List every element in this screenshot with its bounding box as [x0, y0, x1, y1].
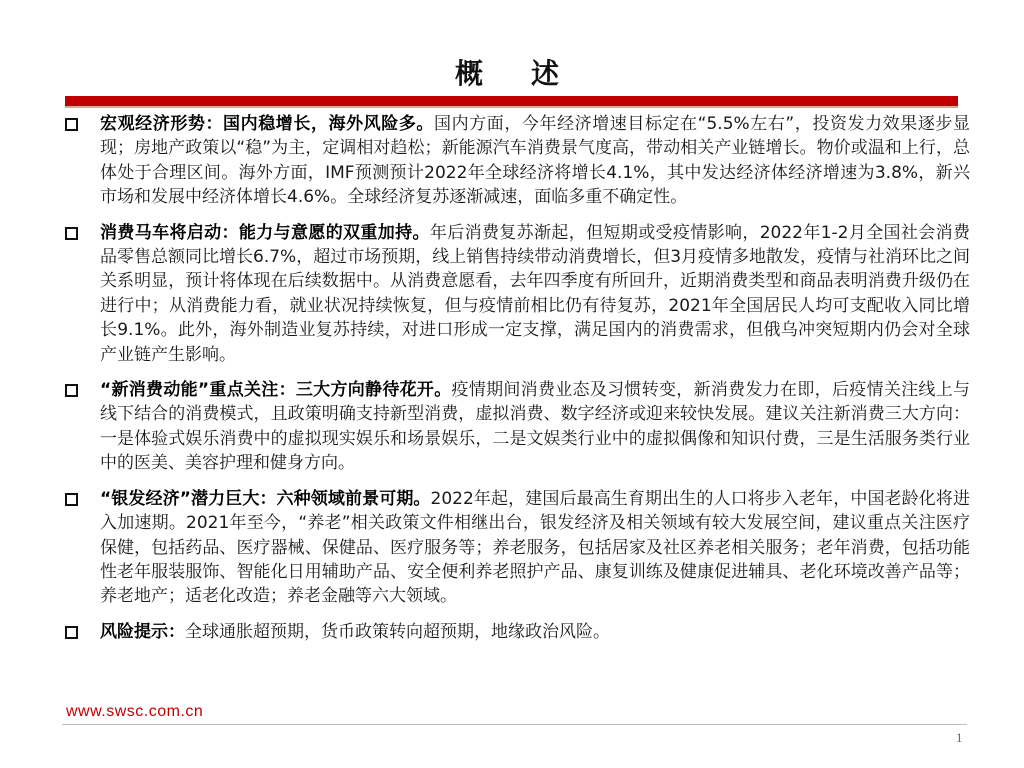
- square-bullet-icon: [65, 227, 78, 240]
- bullet-text: 国内方面，今年经济增速目标定在“5.5%左右”，投资发力效果逐步显现；房地产政策以“稳”为主，定调相对趋松；新能源汽车消费景气度高，带动相关产业链增长。物价或温和上行，总体处于合理区间。海外方面，IMF预测预计2022年全球经济将增长4.1%，其中发达经济体经济增速为3.8%，新兴市场和发展中经济体增长4.6%。全球经济复苏逐渐减速，面临多重不确定性。: [100, 114, 970, 208]
- bullet-new-consumption: [62, 378, 970, 476]
- bullet-macro-economy: [62, 112, 970, 210]
- bullet-heading: “新消费动能”重点关注：三大方向静待花开。: [100, 380, 452, 401]
- footer-website-link[interactable]: www.swsc.com.cn: [66, 703, 204, 720]
- bullet-heading: 宏观经济形势：国内稳增长，海外风险多。: [100, 114, 434, 134]
- bullet-text: 2022年起，建国后最高生育期出生的人口将步入老年，中国老龄化将进入加速期。2021年至今，“养老”相关政策文件相继出台，银发经济及相关领域有较大发展空间，建议重点关注医疗保健，包括药品、医疗器械、保健品、医疗服务等；养老服务，包括居家及社区养老相关服务；老年消费，包括功能性老年服装服饰、智能化日用辅助产品、安全便利养老照护产品、康复训练及健康促进辅具、老化环境改善产品等；养老地产；适老化改造；养老金融等六大领域。: [100, 488, 970, 607]
- title-underline-bar: [65, 96, 958, 106]
- bullet-list: [62, 112, 970, 655]
- square-bullet-icon: [65, 626, 78, 639]
- bullet-heading: “银发经济”潜力巨大：六种领域前景可期。: [100, 488, 431, 509]
- bullet-risk-warning: [62, 620, 970, 644]
- bullet-text: 全球通胀超预期，货币政策转向超预期，地缘政治风险。: [185, 621, 610, 642]
- page-number: 1: [956, 730, 963, 745]
- square-bullet-icon: [65, 118, 78, 131]
- bullet-heading: 消费马车将启动：能力与意愿的双重加持。: [100, 222, 430, 243]
- footer-divider: [62, 724, 967, 725]
- title-underline-shadow: [65, 106, 958, 108]
- bullet-consumption: [62, 221, 970, 367]
- bullet-text: 疫情期间消费业态及习惯转变，新消费发力在即，后疫情关注线上与线下结合的消费模式，且政策明确支持新型消费，虚拟消费、数字经济或迎来较快发展。建议关注新消费三大方向：一是体验式娱乐消费中的虚拟现实娱乐和场景娱乐，二是文娱类行业中的虚拟偶像和知识付费，三是生活服务类行业中的医美、美容护理和健身方向。: [100, 380, 970, 474]
- square-bullet-icon: [65, 384, 78, 397]
- bullet-silver-economy: [62, 487, 970, 609]
- square-bullet-icon: [65, 493, 78, 506]
- bullet-text: 年后消费复苏渐起，但短期或受疫情影响，2022年1-2月全国社会消费品零售总额同比增长6.7%，超过市场预期，线上销售持续带动消费增长，但3月疫情多地散发，疫情与社消环比之间关系明显，预计将体现在后续数据中。从消费意愿看，去年四季度有所回升，近期消费类型和商品表明消费升级仍在进行中；从消费能力看，就业状况持续恢复，但与疫情前相比仍有待复苏，2021年全国居民人均可支配收入同比增长9.1%。此外，海外制造业复苏持续，对进口形成一定支撑，满足国内的消费需求，但俄乌冲突短期内仍会对全球产业链产生影响。: [100, 222, 971, 365]
- bullet-heading: 风险提示：: [100, 621, 185, 642]
- page-title: 概 述: [454, 57, 569, 90]
